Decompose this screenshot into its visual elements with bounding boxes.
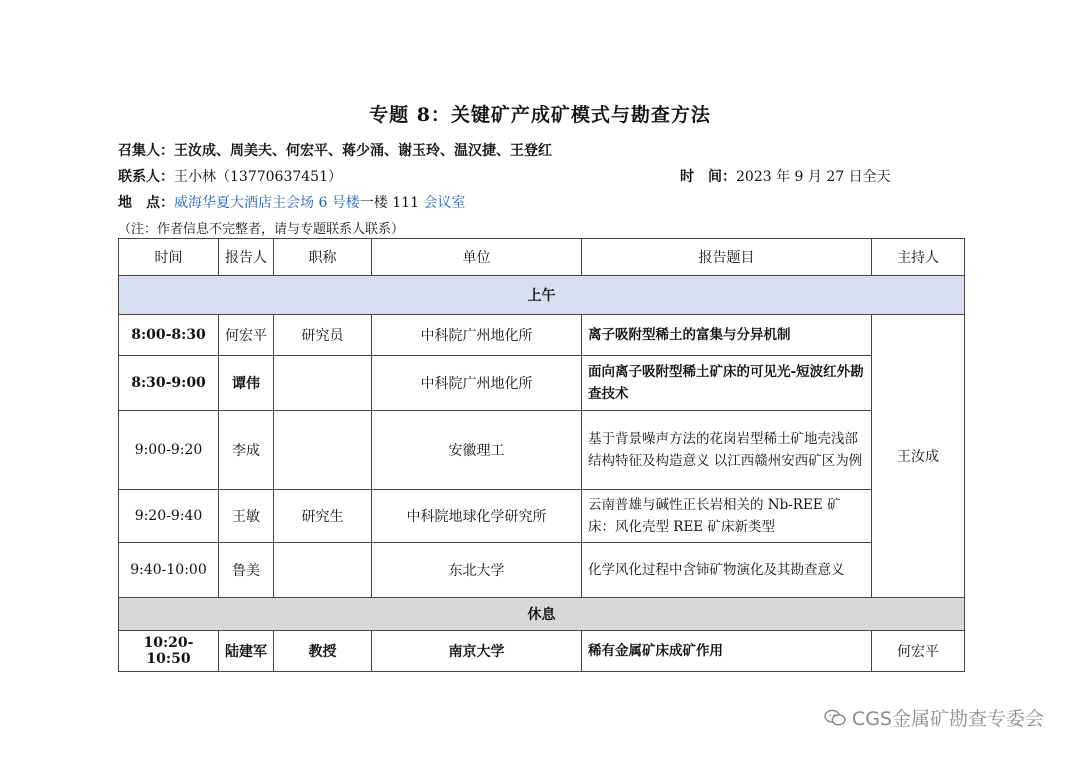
header-org: 单位	[372, 239, 582, 276]
cell-rank: 教授	[274, 631, 372, 672]
place-label: 地 点：	[118, 195, 174, 211]
table-header-row	[119, 239, 965, 276]
table-row	[119, 315, 965, 356]
header-rank: 职称	[274, 239, 372, 276]
cell-org: 南京大学	[372, 631, 582, 672]
cell-time: 10:20-10:50	[119, 631, 219, 672]
cell-org: 安徽理工	[372, 411, 582, 490]
cell-time: 9:00-9:20	[119, 411, 219, 490]
table-row	[119, 631, 965, 672]
contact-line	[118, 166, 342, 186]
cell-host: 何宏平	[872, 631, 965, 672]
header-host: 主持人	[872, 239, 965, 276]
contact-label: 联系人：	[118, 169, 174, 185]
section-row-morning	[119, 276, 965, 315]
header-speaker: 报告人	[219, 239, 274, 276]
cell-topic: 离子吸附型稀土的富集与分异机制	[582, 315, 872, 356]
cell-speaker: 李成	[219, 411, 274, 490]
cell-org: 东北大学	[372, 543, 582, 598]
cell-speaker: 何宏平	[219, 315, 274, 356]
note: （注：作者信息不完整者，请与专题联系人联系）	[118, 222, 405, 237]
table-row	[119, 490, 965, 543]
page-title: 专题 8：关键矿产成矿模式与勘查方法	[369, 104, 711, 126]
table-row	[119, 543, 965, 598]
cell-speaker: 王敏	[219, 490, 274, 543]
cell-org: 中科院地球化学研究所	[372, 490, 582, 543]
time-label: 时 间：	[680, 169, 736, 185]
time-line	[680, 166, 891, 186]
cell-rank	[274, 543, 372, 598]
convener-label: 召集人：	[118, 143, 174, 159]
cell-host-morning: 王汝成	[872, 315, 965, 598]
section-break-label: 休息	[119, 598, 965, 631]
cell-time: 8:30-9:00	[119, 356, 219, 411]
header-time: 时间	[119, 239, 219, 276]
conveners: 王汝成、周美夫、何宏平、蒋少涌、谢玉玲、温汉捷、王登红	[174, 143, 552, 159]
cell-topic: 稀有金属矿床成矿作用	[582, 631, 872, 672]
cell-topic: 云南普雄与碱性正长岩相关的 Nb-REE 矿床：风化壳型 REE 矿床新类型	[582, 490, 872, 543]
cell-time: 8:00-8:30	[119, 315, 219, 356]
place-line	[118, 192, 465, 212]
wechat-icon	[824, 709, 846, 727]
schedule-table	[118, 238, 965, 672]
cell-org: 中科院广州地化所	[372, 315, 582, 356]
header-topic: 报告题目	[582, 239, 872, 276]
place-room: 一楼 111	[359, 195, 419, 211]
watermark-text: CGS金属矿勘查专委会	[851, 708, 1044, 730]
cell-speaker: 陆建军	[219, 631, 274, 672]
section-row-break	[119, 598, 965, 631]
place-meeting-room: 会议室	[423, 195, 466, 211]
watermark	[824, 704, 1044, 731]
place-venue: 威海华夏大酒店主会场 6 号楼	[174, 195, 360, 211]
contact-value: 王小林（13770637451）	[174, 169, 342, 185]
cell-time: 9:20-9:40	[119, 490, 219, 543]
cell-time: 9:40-10:00	[119, 543, 219, 598]
cell-topic: 基于背景噪声方法的花岗岩型稀土矿地壳浅部结构特征及构造意义 以江西赣州安西矿区为例	[582, 411, 872, 490]
cell-speaker: 鲁美	[219, 543, 274, 598]
table-row	[119, 411, 965, 490]
cell-org: 中科院广州地化所	[372, 356, 582, 411]
convener-line	[118, 140, 552, 160]
section-morning-label: 上午	[119, 276, 965, 315]
table-row	[119, 356, 965, 411]
cell-topic: 面向离子吸附型稀土矿床的可见光-短波红外勘查技术	[582, 356, 872, 411]
cell-topic: 化学风化过程中含铈矿物演化及其勘查意义	[582, 543, 872, 598]
time-value: 2023 年 9 月 27 日全天	[736, 169, 891, 185]
cell-rank: 研究生	[274, 490, 372, 543]
cell-speaker: 谭伟	[219, 356, 274, 411]
cell-rank: 研究员	[274, 315, 372, 356]
cell-rank	[274, 411, 372, 490]
cell-rank	[274, 356, 372, 411]
